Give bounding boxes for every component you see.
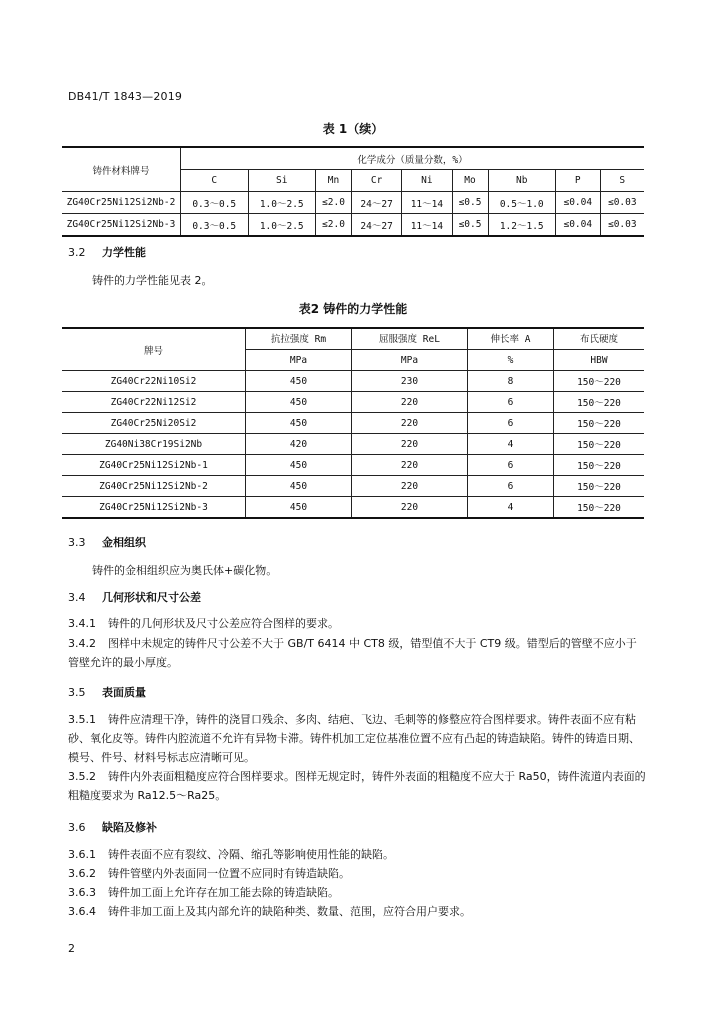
element-header: Si — [248, 170, 316, 192]
section-title: 力学性能 — [102, 246, 146, 259]
table-cell: 220 — [352, 392, 468, 413]
section-number: 3.2 — [68, 246, 86, 259]
hardness-header: 布氏硬度 — [554, 328, 645, 350]
table-cell: 4 — [468, 497, 554, 519]
table-cell: 150～220 — [554, 476, 645, 497]
element-header: S — [600, 170, 644, 192]
clause-number: 3.4.1 — [68, 617, 96, 630]
table-cell: 450 — [246, 476, 352, 497]
grade-column-header: 铸件材料牌号 — [62, 147, 181, 192]
clause-3-5-2 — [68, 767, 646, 805]
table-row — [62, 371, 644, 392]
table-cell: ≤0.04 — [556, 214, 601, 237]
table-cell: 220 — [352, 476, 468, 497]
grade-column-header: 牌号 — [62, 328, 246, 371]
table1-caption: 表 1（续） — [322, 122, 384, 136]
table-cell: 0.3～0.5 — [181, 192, 249, 214]
clause-3-6-4 — [68, 902, 646, 921]
clause-3-6-3 — [68, 883, 646, 902]
section-title: 缺陷及修补 — [102, 821, 157, 834]
table-cell: ZG40Cr25Ni12Si2Nb-3 — [62, 214, 181, 237]
clause-number: 3.6.4 — [68, 905, 96, 918]
clause-number: 3.5.1 — [68, 713, 96, 726]
section-3-3-text: 铸件的金相组织应为奥氏体+碳化物。 — [92, 564, 278, 577]
element-header: Ni — [402, 170, 452, 192]
table-cell: ≤0.03 — [600, 214, 644, 237]
section-number: 3.3 — [68, 536, 86, 549]
table-cell: ZG40Ni38Cr19Si2Nb — [62, 434, 246, 455]
element-header: Nb — [488, 170, 556, 192]
table-cell: ZG40Cr25Ni12Si2Nb-1 — [62, 455, 246, 476]
section-title: 几何形状和尺寸公差 — [102, 591, 201, 604]
table-cell: 150～220 — [554, 371, 645, 392]
section-title: 表面质量 — [102, 686, 146, 699]
table-cell: ≤0.5 — [452, 214, 488, 237]
clause-text: 图样中未规定的铸件尺寸公差不大于 GB/T 6414 中 CT8 级，错型值不大于 CT9 级。错型后的管壁不应小于管壁允许的最小厚度。 — [68, 637, 637, 669]
clause-text: 铸件应清理干净，铸件的浇冒口残余、多肉、结疤、飞边、毛刺等的修整应符合图样要求。铸件表面不应有粘砂、氧化皮等。铸件内腔流道不允许有异物卡滞。铸件机加工定位基准位置不应有凸起的铸造缺陷。铸件的铸造日期、模号、件号、材料号标志应清晰可见。 — [68, 713, 640, 764]
table-cell: 8 — [468, 371, 554, 392]
clause-text: 铸件管壁内外表面同一位置不应同时有铸造缺陷。 — [108, 867, 350, 880]
unit-header: % — [468, 350, 554, 371]
table-cell: 150～220 — [554, 413, 645, 434]
unit-header: MPa — [246, 350, 352, 371]
table-header-row — [62, 147, 644, 170]
table-cell: 6 — [468, 392, 554, 413]
table-cell: 220 — [352, 455, 468, 476]
section-3-2-heading — [68, 244, 146, 260]
unit-header: MPa — [352, 350, 468, 371]
table-row — [62, 497, 644, 519]
document-id: DB41/T 1843—2019 — [68, 90, 183, 103]
table-cell: 0.5～1.0 — [488, 192, 556, 214]
table-cell: ZG40Cr22Ni12Si2 — [62, 392, 246, 413]
yield-strength-header: 屈服强度 ReL — [352, 328, 468, 350]
table-cell: 6 — [468, 413, 554, 434]
section-number: 3.6 — [68, 821, 86, 834]
table-cell: 150～220 — [554, 497, 645, 519]
table-cell: 24～27 — [351, 192, 401, 214]
element-header: C — [181, 170, 249, 192]
table-cell: 0.3～0.5 — [181, 214, 249, 237]
table-header-row — [62, 328, 644, 350]
clause-number: 3.5.2 — [68, 770, 96, 783]
section-3-2-text: 铸件的力学性能见表 2。 — [92, 274, 213, 287]
table-cell: 420 — [246, 434, 352, 455]
clause-number: 3.6.1 — [68, 848, 96, 861]
section-3-3-heading — [68, 534, 146, 550]
unit-header: HBW — [554, 350, 645, 371]
table-cell: 450 — [246, 497, 352, 519]
mechanical-properties-table — [62, 327, 644, 519]
clause-3-6-1 — [68, 845, 646, 864]
table-row — [62, 455, 644, 476]
table-cell: 450 — [246, 455, 352, 476]
table-cell: ≤0.04 — [556, 192, 601, 214]
clause-text: 铸件非加工面上及其内部允许的缺陷种类、数量、范围，应符合用户要求。 — [108, 905, 471, 918]
clause-number: 3.4.2 — [68, 637, 96, 650]
table-cell: ZG40Cr25Ni20Si2 — [62, 413, 246, 434]
clause-text: 铸件内外表面粗糙度应符合图样要求。图样无规定时，铸件外表面的粗糙度不应大于 Ra50，铸件流道内表面的粗糙度要求为 Ra12.5～Ra25。 — [68, 770, 646, 802]
table-row — [62, 413, 644, 434]
section-number: 3.5 — [68, 686, 86, 699]
clause-text: 铸件加工面上允许存在加工能去除的铸造缺陷。 — [108, 886, 339, 899]
clause-3-6-2 — [68, 864, 646, 883]
table-row — [62, 434, 644, 455]
table-cell: ZG40Cr22Ni10Si2 — [62, 371, 246, 392]
table-cell: 1.0～2.5 — [248, 214, 316, 237]
table-cell: 11～14 — [402, 214, 452, 237]
clause-3-4-1 — [68, 614, 646, 633]
table-cell: ≤2.0 — [316, 214, 352, 237]
element-header: Mo — [452, 170, 488, 192]
table-cell: ZG40Cr25Ni12Si2Nb-2 — [62, 476, 246, 497]
table-cell: ≤2.0 — [316, 192, 352, 214]
clause-number: 3.6.2 — [68, 867, 96, 880]
table-cell: ≤0.5 — [452, 192, 488, 214]
table-cell: 450 — [246, 371, 352, 392]
section-3-4-heading — [68, 589, 201, 605]
section-3-6-heading — [68, 819, 157, 835]
table-row — [62, 476, 644, 497]
table-cell: ZG40Cr25Ni12Si2Nb-2 — [62, 192, 181, 214]
clause-3-5-1 — [68, 710, 646, 767]
chemical-composition-table — [62, 146, 644, 237]
clause-text: 铸件表面不应有裂纹、冷隔、缩孔等影响使用性能的缺陷。 — [108, 848, 394, 861]
element-header: Mn — [316, 170, 352, 192]
table-row — [62, 214, 644, 237]
clause-3-4-2 — [68, 634, 646, 672]
table-cell: ≤0.03 — [600, 192, 644, 214]
table-cell: 11～14 — [402, 192, 452, 214]
table-cell: 150～220 — [554, 455, 645, 476]
composition-group-header: 化学成分（质量分数，%） — [181, 147, 645, 170]
table-cell: 150～220 — [554, 392, 645, 413]
table-cell: 450 — [246, 413, 352, 434]
section-3-5-heading — [68, 684, 146, 700]
table-cell: 450 — [246, 392, 352, 413]
table-cell: 1.0～2.5 — [248, 192, 316, 214]
table-cell: 150～220 — [554, 434, 645, 455]
table-cell: 6 — [468, 455, 554, 476]
table-cell: 24～27 — [351, 214, 401, 237]
table-cell: 220 — [352, 497, 468, 519]
section-number: 3.4 — [68, 591, 86, 604]
table-cell: 220 — [352, 434, 468, 455]
clause-number: 3.6.3 — [68, 886, 96, 899]
clause-text: 铸件的几何形状及尺寸公差应符合图样的要求。 — [108, 617, 339, 630]
table-cell: ZG40Cr25Ni12Si2Nb-3 — [62, 497, 246, 519]
table-row — [62, 392, 644, 413]
element-header: P — [556, 170, 601, 192]
page-number: 2 — [68, 942, 75, 955]
table-row — [62, 192, 644, 214]
table-cell: 220 — [352, 413, 468, 434]
elongation-header: 伸长率 A — [468, 328, 554, 350]
table2-caption: 表2 铸件的力学性能 — [298, 302, 408, 316]
table-cell: 6 — [468, 476, 554, 497]
table-cell: 4 — [468, 434, 554, 455]
tensile-strength-header: 抗拉强度 Rm — [246, 328, 352, 350]
table-cell: 230 — [352, 371, 468, 392]
element-header: Cr — [351, 170, 401, 192]
section-title: 金相组织 — [102, 536, 146, 549]
table-cell: 1.2～1.5 — [488, 214, 556, 237]
